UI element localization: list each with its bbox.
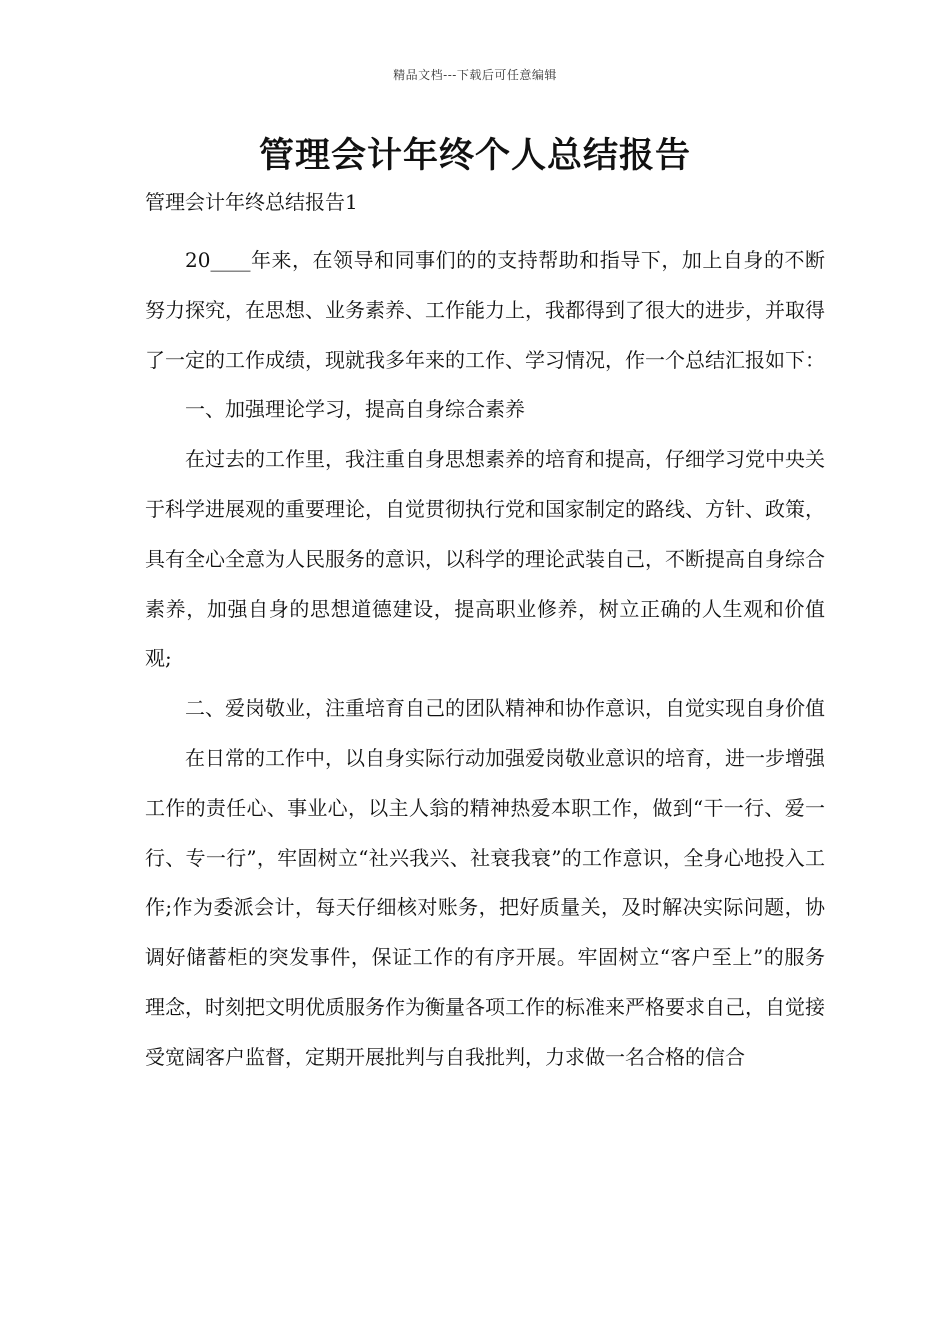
document-body (145, 236, 825, 1083)
document-title: 管理会计年终个人总结报告 (258, 135, 691, 176)
paragraph-section-2: 在日常的工作中，以自身实际行动加强爱岗敬业意识的培育，进一步增强工作的责任心、事业心，以主人翁的精神热爱本职工作，做到“干一行、爱一行、专一行”，牢固树立“社兴我兴、社衰我衰”的工作意识，全身心地投入工作;作为委派会计，每天仔细核对账务，把好质量关，及时解决实际问题，协调好储蓄柜的突发事件，保证工作的有序开展。牢固树立“客户至上”的服务理念，时刻把文明优质服务作为衡量各项工作的标准来严格要求自己，自觉接受宽阔客户监督，定期开展批判与自我批判，力求做一名合格的信合 (145, 745, 825, 1069)
header-note: 精品文档---下载后可任意编辑 (393, 68, 557, 82)
paragraph-section-1: 在过去的工作里，我注重自身思想素养的培育和提高，仔细学习党中央关于科学进展观的重要理论，自觉贯彻执行党和国家制定的路线、方针、政策，具有全心全意为人民服务的意识，以科学的理论武装自己，不断提高自身综合素养，加强自身的思想道德建设，提高职业修养，树立正确的人生观和价值观; (145, 447, 825, 671)
paragraph-intro: 20____年来，在领导和同事们的的支持帮助和指导下，加上自身的不断努力探究，在思想、业务素养、工作能力上，我都得到了很大的进步，并取得了一定的工作成绩，现就我多年来的工作、学习情况，作一个总结汇报如下： (145, 248, 825, 372)
document-subtitle: 管理会计年终总结报告1 (145, 190, 358, 214)
section-heading-1: 一、加强理论学习，提高自身综合素养 (185, 397, 525, 422)
section-heading-2: 二、爱岗敬业，注重培育自己的团队精神和协作意识，自觉实现自身价值 (185, 696, 825, 721)
